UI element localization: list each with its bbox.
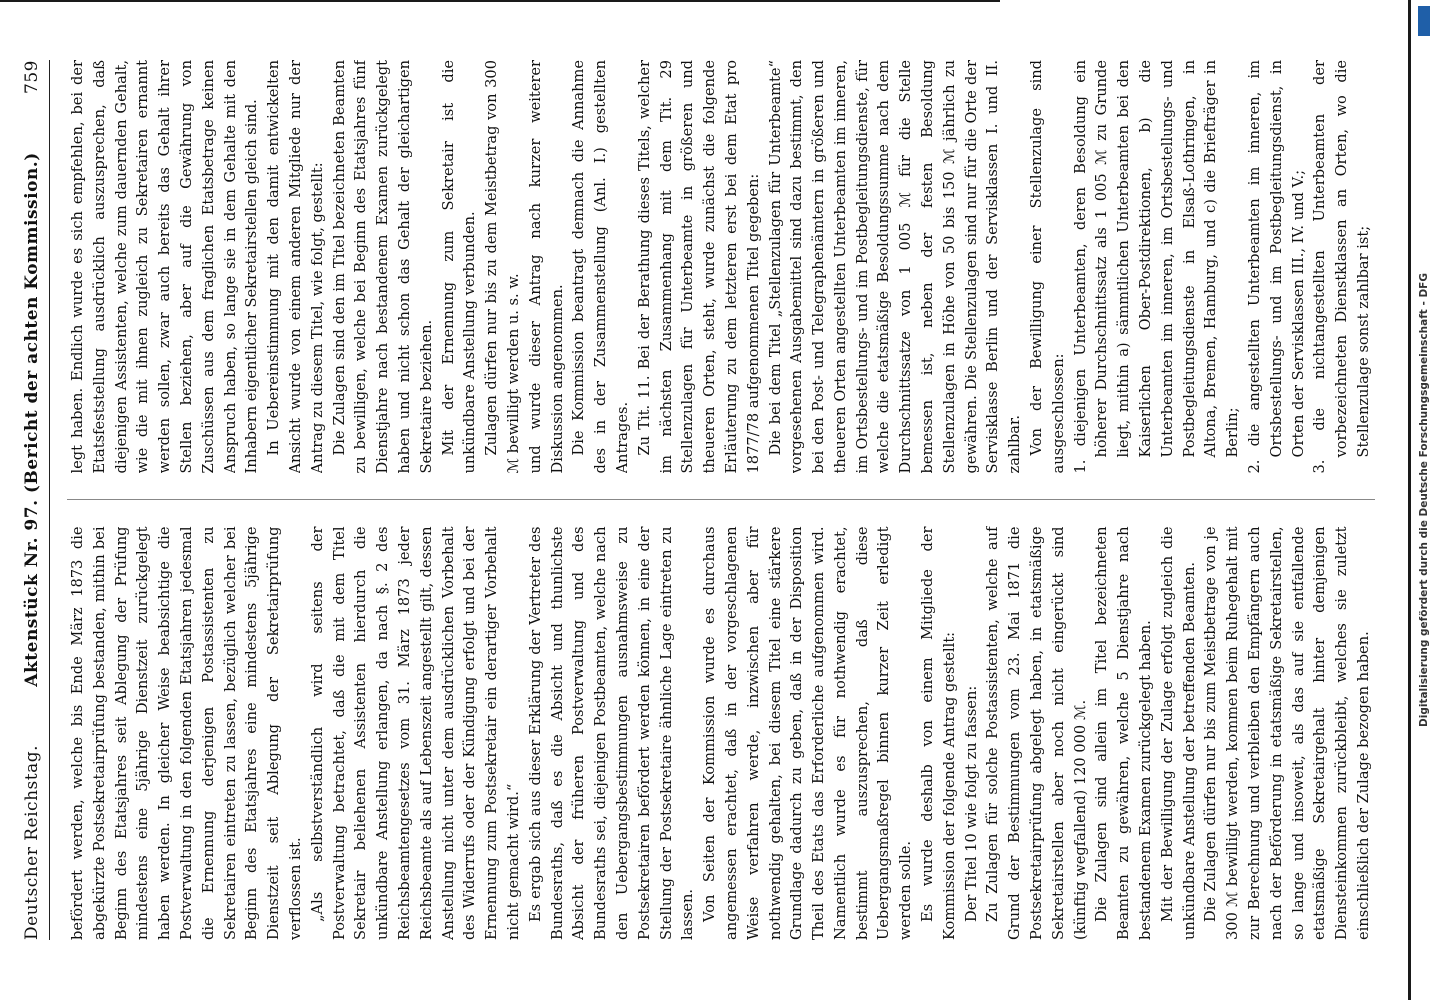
header-left: Deutscher Reichstag. [22, 745, 42, 940]
paragraph: Es wurde deshalb von einem Mitgliede der Kommission der folgende Antrag gestellt: [919, 526, 958, 940]
paragraph: befördert werden, welche bis Ende März 1873 die abgekürzte Postsekretairprüfung bestanden, mithin bei Beginn des Etatsjahres seit Ablegung der Prüfung mindestens eine 5jährige Dienstzeit zurückgelegt haben werden. In gleicher Weise beabsichtige die Postverwaltung in den folgenden Etatsjahren jedesmal die Ernennung derjenigen Postassistenten zu Sekretairen eintreten zu lassen, bezüglich welcher bei Beginn des Etatsjahres eine mindestens 5jährige Dienstzeit seit Ablegung der Sekretairprüfung verflossen ist. [69, 526, 304, 940]
paragraph: Zu Tit. 11. Bei der Berathung dieses Titels, welcher im nächsten Zusammenhang mit dem Tit. 29 Stellenzulagen für Unterbeamte in größeren und theueren Orten, steht, wurde zunächst die folgende Erläuterung zu dem letzteren erst bei dem Etat pro 1877/78 aufgenommenen Titel gegeben: [635, 60, 762, 474]
header-center [22, 152, 42, 686]
paragraph: Die Zulagen sind allein im Titel bezeichneten Beamten zu gewähren, welche 5 Dienstjahre nach bestandenem Examen zurückgelegt haben. [1093, 526, 1155, 940]
dfg-logo-icon [1418, 6, 1430, 36]
paragraph: legt haben. Endlich wurde es sich empfehlen, bei der Etatsfeststellung ausdrücklich auszusprechen, daß diejenigen Assistenten, welche zum dauernden Gehalt, wie die mit ihnen zugleich zu Sekretairen ernannt werden sollen, zwar auch bereits das Gehalt ihrer Stellen beziehen, aber auf die Gewährung von Zuschüssen aus dem fraglichen Etatsbetrage keinen Anspruch haben, so lange sie in dem Gehalte mit den Inhabern eigentlicher Sekretairstellen gleich sind. [69, 60, 261, 474]
scan-edge-right [1408, 0, 1411, 1000]
list-item: 2. die angestellten Unterbeamten im inneren, im Ortsbestellungs- und im Postbegleitungsdienst, in Orten der Servisklassen III., IV. und V.; [1246, 60, 1307, 474]
paragraph: Von der Bewilligung einer Stellenzulage sind ausgeschlossen: [1028, 60, 1067, 474]
paragraph: „Als selbstverständlich wird seitens der Postverwaltung betrachtet, daß die mit dem Titel Sekretair beliehenen Assistenten hierdurch die unkündbare Anstellung erlangen, da nach §. 2 des Reichsbeamtengesetzes vom 31. März 1873 jeder Reichsbeamte als auf Lebenszeit angestellt gilt, dessen Anstellung nicht unter dem ausdrücklichen Vorbehalt des Widerrufs oder der Kündigung erfolgt und bei der Ernennung zum Postsekretair ein derartiger Vorbehalt nicht gemacht wird.“ [308, 526, 522, 940]
column-divider [67, 500, 1375, 501]
dfg-sidebar [1416, 0, 1432, 1000]
paragraph: Es ergab sich aus dieser Erklärung der Vertreter des Bundesraths, daß es die Absicht und thunlichste Absicht der früheren Postverwaltung und des Bundesraths sei, diejenigen Postbeamten, welche nach den Uebergangsbestimmungen ausnahmsweise zu Postsekretairen befördert werden können, in eine der Stellung der Postsekretaire ähnliche Lage eintreten zu lassen. [526, 526, 697, 940]
paragraph: Von Seiten der Kommission wurde es durchaus angemessen erachtet, daß in der vorgeschlagenen Weise verfahren werde, inzwischen aber für nothwendig gehalten, bei diesem Titel eine stärkere Grundlage dadurch zu geben, daß in der Disposition Theil des Etats das Erforderliche aufgenommen wird. Namentlich wurde es für nothwendig erachtet, bestimmt auszusprechen, daß diese Uebergangsmaßregel binnen kurzer Zeit erledigt werden solle. [701, 526, 915, 940]
paragraph: Die Zulagen sind den im Titel bezeichneten Beamten zu bewilligen, welche bei Beginn des Etatsjahres fünf Dienstjahre nach bestandenem Examen zurückgelegt haben und nicht schon das Gehalt der gleichartigen Sekretaire beziehen. [330, 60, 435, 474]
paragraph: Die Zulagen dürfen nur bis zum Meistbetrage von je 300 ℳ bewilligt werden, kommen beim Ruhegehalt mit zur Berechnung und verbleiben den Empfängern auch nach der Beförderung in etatsmäßige Sekretairstellen, so lange und insoweit, als das auf sie entfallende etatsmäßige Sekretairgehalt hinter demjenigen Diensteinkommen zurückbleibt, welches sie zuletzt einschließlich der Zulage bezogen haben. [1202, 526, 1373, 940]
paragraph: Zu Zulagen für solche Postassistenten, welche auf Grund der Bestimmungen vom 23. Mai 1871 die Postsekretairprüfung abgelegt haben, in etatsmäßige Sekretairstellen aber noch nicht eingerückt sind (künftig wegfallend) 120 000 ℳ. [984, 526, 1089, 940]
paragraph: Die Kommission beantragt demnach die Annahme des in der Zusammenstellung (Anl. I.) gestellten Antrages. [570, 60, 631, 474]
column-left [67, 527, 1375, 941]
document-page [15, 0, 1395, 1000]
paragraph: Mit der Bewilligung der Zulage erfolgt zugleich die unkündbare Anstellung der betreffenden Beamten. [1158, 526, 1198, 940]
column-right [67, 60, 1375, 474]
text-columns [67, 60, 1375, 940]
paragraph: Die bei dem Titel „Stellenzulagen für Unterbeamte“ vorgesehenen Ausgabemittel sind dazu bestimmt, den bei den Post- und Telegraphenämtern in größeren und theueren Orten angestellten Unterbeamten im inneren, im Ortsbestellungs- und im Postbegleitungsdienste, für welche die etatsmäßige Besoldungssumme nach dem Durchschnittssatze von 1 005 ℳ für die Stelle bemessen ist, neben der festen Besoldung Stellenzulagen in Höhe von 50 bis 150 ℳ jährlich zu gewähren. Die Stellenzulagen sind nur für die Orte der Servisklasse Berlin und der Servisklassen I. und II. zahlbar. [766, 60, 1024, 474]
list-item: 3. die nichtangestellten Unterbeamten der vorbezeichneten Dienstklassen an Orten, wo die Stellenzulage sonst zahlbar ist; [1311, 60, 1373, 474]
paragraph: Der Titel 10 wie folgt zu fassen: [962, 685, 980, 922]
paragraph: In Uebereinstimmung mit den damit entwickelten Ansicht wurde von einem anderen Mitgliede nur der Antrag zu diesem Titel, wie folgt, gestellt: [265, 60, 326, 474]
document-subtitle: (Bericht der achten Kommission.) [22, 152, 42, 494]
paragraph: Zulagen dürfen nur bis zu dem Meistbetrag von 300 ℳ bewilligt werden u. s. w. [483, 60, 522, 474]
document-number: Aktenstück Nr. 97. [22, 499, 42, 687]
running-head [15, 60, 50, 940]
paragraph: und wurde dieser Antrag nach kurzer weiterer Diskussion angenommen. [526, 60, 566, 474]
paragraph: Mit der Ernennung zum Sekretair ist die unkündbare Anstellung verbunden. [439, 60, 479, 474]
page-number: 759 [22, 60, 42, 94]
dfg-credit: Digitalisierung gefördert durch die Deutsche Forschungsgemeinschaft - DFG [1418, 273, 1430, 727]
list-item: 1. diejenigen Unterbeamten, deren Besoldung ein höherer Durchschnittssatz als 1 005 ℳ zu Grunde liegt, mithin a) sämmtlichen Unterbeamten bei den Kaiserlichen Ober-Postdirektionen, b) die Unterbeamten im inneren, im Ortsbestellungs- und Postbegleitungsdienste in Elsaß-Lothringen, in Altona, Bremen, Hamburg, und c) die Briefträger in Berlin; [1071, 60, 1242, 474]
